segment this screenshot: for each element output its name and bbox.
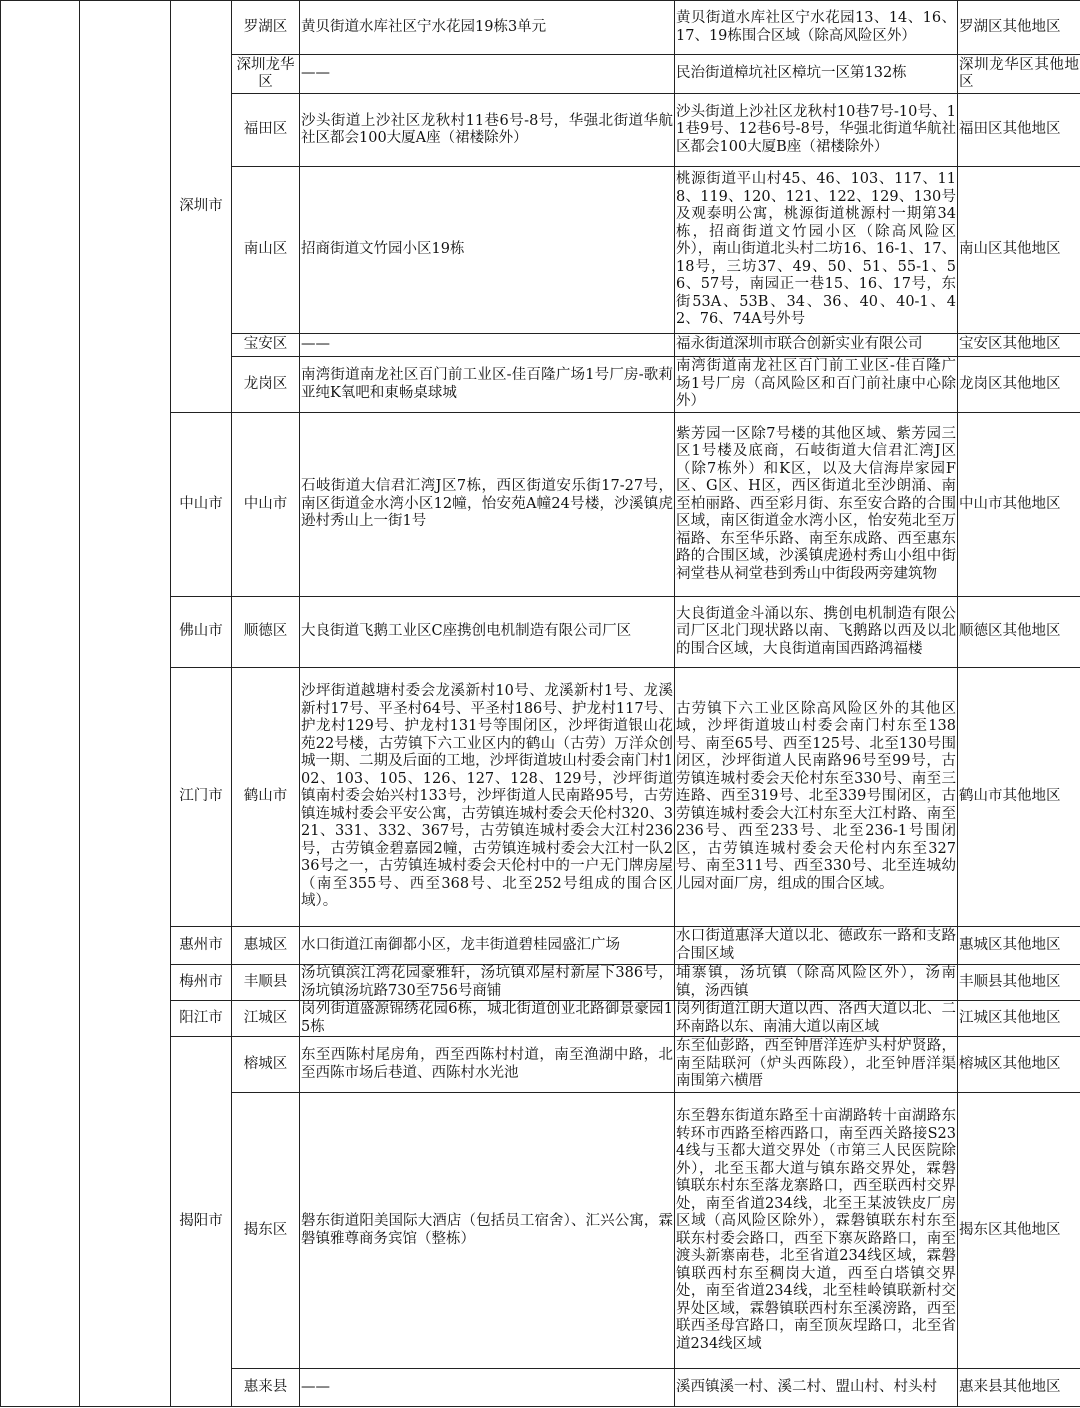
- district-cell: 南山区: [232, 167, 300, 334]
- medium-risk-cell: 东至磐东街道东路至十亩湖路转十亩湖路东转环市西路至榕西路口，南至西关路接S234线与玉都大道交界处（市第三人民医院除外），北至玉都大道与镇东路交界处，霖磐镇联东村东至落龙寨路口，西至联西村交界处，南至省道234线，北至王某波铁皮厂房区域（高风险区除外），霖磐镇联东村东至联东村委会路口，西至下寨灰路路口，南至渡头新寨南巷，北至省道234线区域，霖磐镇联西村东至稠岗大道，西至白塔镇交界处，南至省道234线，北至桂岭镇联新村交界处区域，霖磐镇联西村东至溪滂路，西至联西圣母宫路口，南至顶灰埕路口，北至省道234线区域: [675, 1093, 958, 1369]
- high-risk-cell: ——: [300, 55, 675, 94]
- blank-column: [1, 1, 80, 1407]
- low-risk-cell: 惠城区其他地区: [958, 927, 1080, 965]
- city-cell: 惠州市: [171, 927, 232, 965]
- medium-risk-cell: 水口街道惠泽大道以北、德政东一路和支路合围区域: [675, 927, 958, 965]
- high-risk-cell: 沙坪街道越塘村委会龙溪新村10号、龙溪新村1号、龙溪新村17号、平圣村64号、平圣村186号、护龙村117号、护龙村129号、护龙村131号等围闭区，沙坪街道银山花苑22号楼，古劳镇下六工业区内的鹤山（古劳）万洋众创城一期、二期及后面的工地，沙坪街道坡山村委会南门村102、103、105、126、127、128、129号，沙坪街道镇南村委会始兴村133号，沙坪街道人民南路95号，古劳镇连城村委会平安公寓，古劳镇连城村委会天伦村320、321、331、332、367号，古劳镇连城村委会大江村236号，古劳镇金碧嘉园2幢，古劳镇连城村委会大江村一队236号之一，古劳镇连城村委会天伦村中的一户无门牌房屋（南至355号、西至368号、北至252号组成的围合区域）。: [300, 668, 675, 927]
- high-risk-cell: 汤坑镇滨江湾花园豪雅轩，汤坑镇邓屋村新屋下386号，汤坑镇汤坑路730至756号商铺: [301, 965, 673, 999]
- medium-risk-cell: 南湾街道南龙社区百门前工业区-佳百隆广场1号厂房（高风险区和百门前社康中心除外）: [675, 357, 958, 413]
- district-cell: 鹤山市: [232, 668, 300, 927]
- district-cell: 宝安区: [232, 334, 300, 357]
- city-cell: 深圳市: [171, 1, 232, 413]
- city-cell: 梅州市: [171, 965, 232, 1001]
- city-cell: 中山市: [171, 413, 232, 597]
- medium-risk-cell: 东至仙彭路，西至钟厝洋连炉头村炉贤路，南至陆联河（炉头西陈段），北至钟厝洋渠南围第六横厝: [675, 1037, 958, 1093]
- low-risk-cell: 江城区其他地区: [958, 1001, 1080, 1037]
- low-risk-cell: 福田区其他地区: [958, 94, 1080, 167]
- high-risk-cell: 东至西陈村尾房角，西至西陈村村道，南至渔湖中路，北至西陈市场后巷道、西陈村水光池: [300, 1037, 675, 1093]
- district-cell: 龙岗区: [232, 357, 300, 413]
- low-risk-cell: 龙岗区其他地区: [958, 357, 1080, 413]
- city-cell: 揭阳市: [171, 1037, 232, 1407]
- medium-risk-cell: 沙头街道上沙社区龙秋村10巷7号-10号、11巷9号、12巷6号-8号，华强北街道华航社区都会100大厦B座（裙楼除外）: [675, 94, 958, 167]
- medium-risk-cell: 桃源街道平山村45、46、103、117、118、119、120、121、122、129、130号及观泰明公寓，桃源街道桃源村一期第34栋，招商街道文竹园小区（除高风险区外），南山街道北头村二坊16、16-1、17、18号，三坊37、49、50、51、55-1、56、57号，南园正一巷15、16、17号，东街53A、53B、34、36、40、40-1、42、76、74A号外号: [675, 167, 958, 334]
- high-risk-cell: ——: [300, 334, 675, 357]
- high-risk-cell: 大良街道飞鹅工业区C座携创电机制造有限公司厂区: [300, 597, 675, 668]
- district-cell: 丰顺县: [232, 965, 300, 1001]
- high-risk-cell: 石岐街道大信君汇湾J区7栋，西区街道安乐街17-27号，南区街道金水湾小区12幢，怡安苑A幢24号楼，沙溪镇虎逊村秀山上一街1号: [300, 413, 675, 597]
- high-risk-cell: ——: [300, 1369, 675, 1407]
- low-risk-cell: 罗湖区其他地区: [958, 1, 1080, 55]
- high-risk-cell: 磐东街道阳美国际大酒店（包括员工宿舍）、汇兴公寓，霖磐镇雅尊商务宾馆（整栋）: [300, 1093, 675, 1369]
- district-cell: 福田区: [232, 94, 300, 167]
- medium-risk-cell: 黄贝街道水库社区宁水花园13、14、16、17、19栋围合区域（除高风险区外）: [675, 1, 958, 55]
- low-risk-cell: 宝安区其他地区: [958, 334, 1080, 357]
- city-cell: 江门市: [171, 668, 232, 927]
- district-cell: 深圳龙华区: [232, 55, 300, 94]
- low-risk-cell: 鹤山市其他地区: [958, 668, 1080, 927]
- high-risk-cell: 岗列街道盛源锦绣花园6栋，城北街道创业北路御景豪园15栋: [301, 1001, 673, 1035]
- low-risk-cell: 揭东区其他地区: [958, 1093, 1080, 1369]
- medium-risk-cell: 大良街道金斗涌以东、携创电机制造有限公司厂区北门现状路以南、飞鹅路以西及以北的围合区域，大良街道南国西路鸿福楼: [675, 597, 958, 668]
- district-cell: 顺德区: [232, 597, 300, 668]
- low-risk-cell: 南山区其他地区: [958, 167, 1080, 334]
- district-cell: 惠来县: [232, 1369, 300, 1407]
- district-cell: 江城区: [232, 1001, 300, 1037]
- city-cell: 佛山市: [171, 597, 232, 668]
- high-risk-cell: 招商街道文竹园小区19栋: [300, 167, 675, 334]
- district-cell: 罗湖区: [232, 1, 300, 55]
- medium-risk-cell: 民治街道樟坑社区樟坑一区第132栋: [675, 55, 958, 94]
- high-risk-cell: 水口街道江南御都小区，龙丰街道碧桂园盛汇广场: [300, 927, 675, 965]
- low-risk-cell: 顺德区其他地区: [958, 597, 1080, 668]
- district-cell: 榕城区: [232, 1037, 300, 1093]
- district-cell: 惠城区: [232, 927, 300, 965]
- medium-risk-cell: 福永街道深圳市联合创新实业有限公司: [675, 334, 958, 357]
- city-cell: 阳江市: [171, 1001, 232, 1037]
- medium-risk-cell: 溪西镇溪一村、溪二村、盟山村、村头村: [675, 1369, 958, 1407]
- blank-column: [80, 1, 171, 1407]
- low-risk-cell: 榕城区其他地区: [958, 1037, 1080, 1093]
- medium-risk-cell: 埔寨镇，汤坑镇（除高风险区外），汤南镇，汤西镇: [676, 965, 956, 999]
- district-cell: 揭东区: [232, 1093, 300, 1369]
- low-risk-cell: 丰顺县其他地区: [958, 965, 1080, 1001]
- high-risk-cell: 黄贝街道水库社区宁水花园19栋3单元: [300, 1, 675, 55]
- low-risk-cell: 中山市其他地区: [958, 413, 1080, 597]
- medium-risk-cell: 古劳镇下六工业区除高风险区外的其他区域，沙坪街道坡山村委会南门村东至138号、南至65号、西至125号、北至130号围闭区，沙坪街道人民南路96号至99号，古劳镇连城村委会天伦村东至330号、南至三连路、西至319号、北至339号围闭区，古劳镇连城村委会大江村东至大江村路、南至236号、西至233号、北至236-1号围闭区，古劳镇连城村委会天伦村内东至327号、南至311号、西至330号、北至连城幼儿园对面厂房，组成的围合区域。: [675, 668, 958, 927]
- low-risk-cell: 深圳龙华区其他地区: [958, 55, 1080, 94]
- table-row: [1, 1, 1080, 55]
- low-risk-cell: 惠来县其他地区: [958, 1369, 1080, 1407]
- high-risk-cell: 南湾街道南龙社区百门前工业区-佳百隆广场1号厂房-歌莉亚纯K氧吧和東畅桌球城: [300, 357, 675, 413]
- medium-risk-cell: 岗列街道江朗大道以西、洛西大道以北、二环南路以东、南浦大道以南区域: [676, 1001, 956, 1035]
- medium-risk-cell: 紫芳园一区除7号楼的其他区域、紫芳园三区1号楼及底商，石岐街道大信君汇湾J区（除7栋外）和K区，以及大信海岸家园F区、G区、H区，西区街道北至沙朗涌、南至柏丽路、西至彩月街、东至安合路的合围区域，南区街道金水湾小区，怡安苑北至万福路、东至华乐路、南至东成路、西至惠东路的合围区域，沙溪镇虎逊村秀山小组中街祠堂巷从祠堂巷到秀山中街段两旁建筑物: [675, 413, 958, 597]
- district-cell: 中山市: [232, 413, 300, 597]
- high-risk-cell: 沙头街道上沙社区龙秋村11巷6号-8号，华强北街道华航社区都会100大厦A座（裙楼除外）: [300, 94, 675, 167]
